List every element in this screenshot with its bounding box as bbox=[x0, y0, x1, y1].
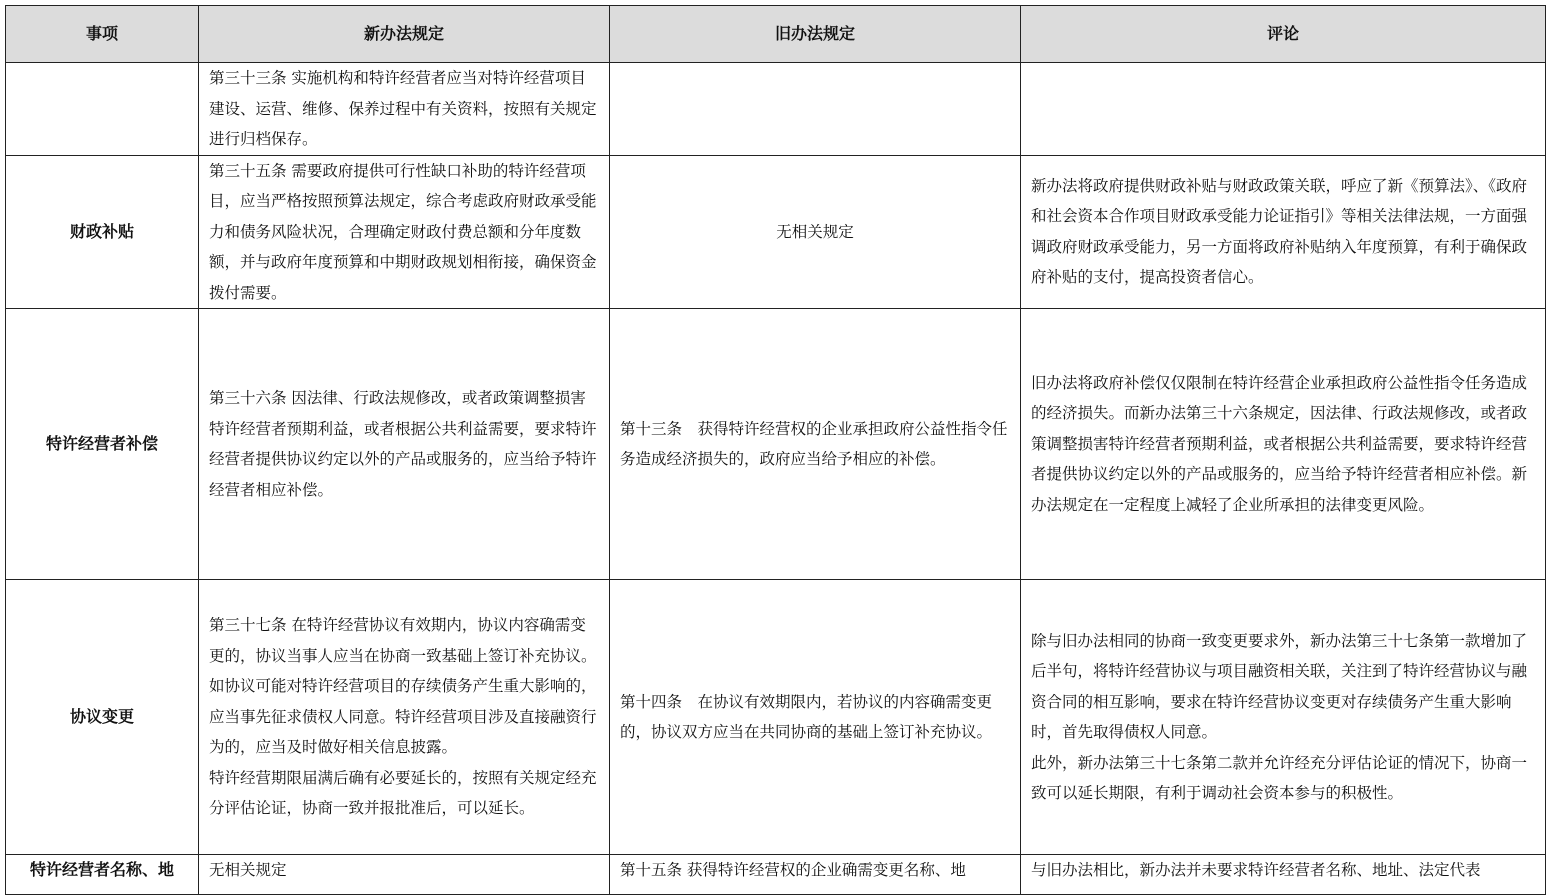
header-row bbox=[6, 6, 1546, 63]
row-item: 特许经营者补偿 bbox=[6, 309, 199, 580]
paragraph: 第三十三条 实施机构和特许经营者应当对特许经营项目建设、运营、维修、保养过程中有关资料，按照有关规定进行归档保存。 bbox=[209, 69, 597, 148]
paragraph: 特许经营期限届满后确有必要延长的，按照有关规定经充分评估论证，协商一致并报批准后，可以延长。 bbox=[209, 768, 597, 818]
row-item: 特许经营者名称、地 bbox=[6, 855, 199, 895]
paragraph: 此外，新办法第三十七条第二款并允许经充分评估论证的情况下，协商一致可以延长期限，有利于调动社会资本参与的积极性。 bbox=[1031, 753, 1528, 802]
table-row bbox=[6, 855, 1546, 895]
paragraph: 第三十五条 需要政府提供可行性缺口补助的特许经营项目，应当严格按照预算法规定，综合考虑政府财政承受能力和债务风险状况，合理确定财政付费总额和分年度数额，并与政府年度预算和中期财政规划相衔接，确保资金拨付需要。 bbox=[209, 161, 597, 302]
row-old-rule bbox=[610, 855, 1021, 895]
row-old-rule bbox=[610, 309, 1021, 580]
paragraph: 无相关规定 bbox=[776, 222, 854, 241]
header-new-rule: 新办法规定 bbox=[199, 6, 610, 63]
table-row bbox=[6, 63, 1546, 156]
row-comment bbox=[1021, 855, 1546, 895]
comparison-table bbox=[5, 5, 1546, 895]
table-row bbox=[6, 309, 1546, 580]
paragraph: 第三十七条 在特许经营协议有效期内，协议内容确需变更的，协议当事人应当在协商一致基础上签订补充协议。如协议可能对特许经营项目的存续债务产生重大影响的，应当事先征求债权人同意。特许经营项目涉及直接融资行为的，应当及时做好相关信息披露。 bbox=[209, 616, 597, 757]
row-item bbox=[6, 63, 199, 156]
paragraph: 第三十六条 因法律、行政法规修改，或者政策调整损害特许经营者预期利益，或者根据公共利益需要，要求特许经营者提供协议约定以外的产品或服务的，应当给予特许经营者相应补偿。 bbox=[209, 389, 597, 499]
paragraph: 旧办法将政府补偿仅仅限制在特许经营企业承担政府公益性指令任务造成的经济损失。而新办法第三十六条规定，因法律、行政法规修改，或者政策调整损害特许经营者预期利益，或者根据公共利益需要，要求特许经营者提供协议约定以外的产品或服务的，应当给予特许经营者相应补偿。新办法规定在一定程度上减轻了企业所承担的法律变更风险。 bbox=[1031, 373, 1528, 514]
table-row bbox=[6, 580, 1546, 855]
row-item: 协议变更 bbox=[6, 580, 199, 855]
row-comment bbox=[1021, 63, 1546, 156]
table-row bbox=[6, 155, 1546, 309]
paragraph: 除与旧办法相同的协商一致变更要求外，新办法第三十七条第一款增加了后半句，将特许经营协议与项目融资相关联，关注到了特许经营协议与融资合同的相互影响，要求在特许经营协议变更对存续债务产生重大影响时，首先取得债权人同意。 bbox=[1031, 631, 1528, 741]
row-new-rule bbox=[199, 155, 610, 309]
paragraph: 无相关规定 bbox=[209, 861, 287, 879]
paragraph: 第十三条 获得特许经营权的企业承担政府公益性指令任务造成经济损失的，政府应当给予相应的补偿。 bbox=[620, 419, 1008, 468]
row-comment bbox=[1021, 309, 1546, 580]
paragraph: 与旧办法相比，新办法并未要求特许经营者名称、地址、法定代表 bbox=[1031, 861, 1481, 879]
row-new-rule bbox=[199, 309, 610, 580]
row-old-rule bbox=[610, 63, 1021, 156]
row-comment bbox=[1021, 155, 1546, 309]
row-item: 财政补贴 bbox=[6, 155, 199, 309]
header-item: 事项 bbox=[6, 6, 199, 63]
paragraph: 第十四条 在协议有效期限内，若协议的内容确需变更的，协议双方应当在共同协商的基础上签订补充协议。 bbox=[620, 692, 993, 741]
row-new-rule bbox=[199, 63, 610, 156]
header-comment: 评论 bbox=[1021, 6, 1546, 63]
row-new-rule bbox=[199, 580, 610, 855]
row-comment bbox=[1021, 580, 1546, 855]
row-new-rule bbox=[199, 855, 610, 895]
header-old-rule: 旧办法规定 bbox=[610, 6, 1021, 63]
paragraph: 第十五条 获得特许经营权的企业确需变更名称、地 bbox=[620, 861, 966, 879]
row-old-rule bbox=[610, 155, 1021, 309]
paragraph: 新办法将政府提供财政补贴与财政政策关联，呼应了新《预算法》、《政府和社会资本合作项目财政承受能力论证指引》等相关法律法规，一方面强调政府财政承受能力，另一方面将政府补贴纳入年度预算，有利于确保政府补贴的支付，提高投资者信心。 bbox=[1031, 176, 1528, 287]
row-old-rule bbox=[610, 580, 1021, 855]
